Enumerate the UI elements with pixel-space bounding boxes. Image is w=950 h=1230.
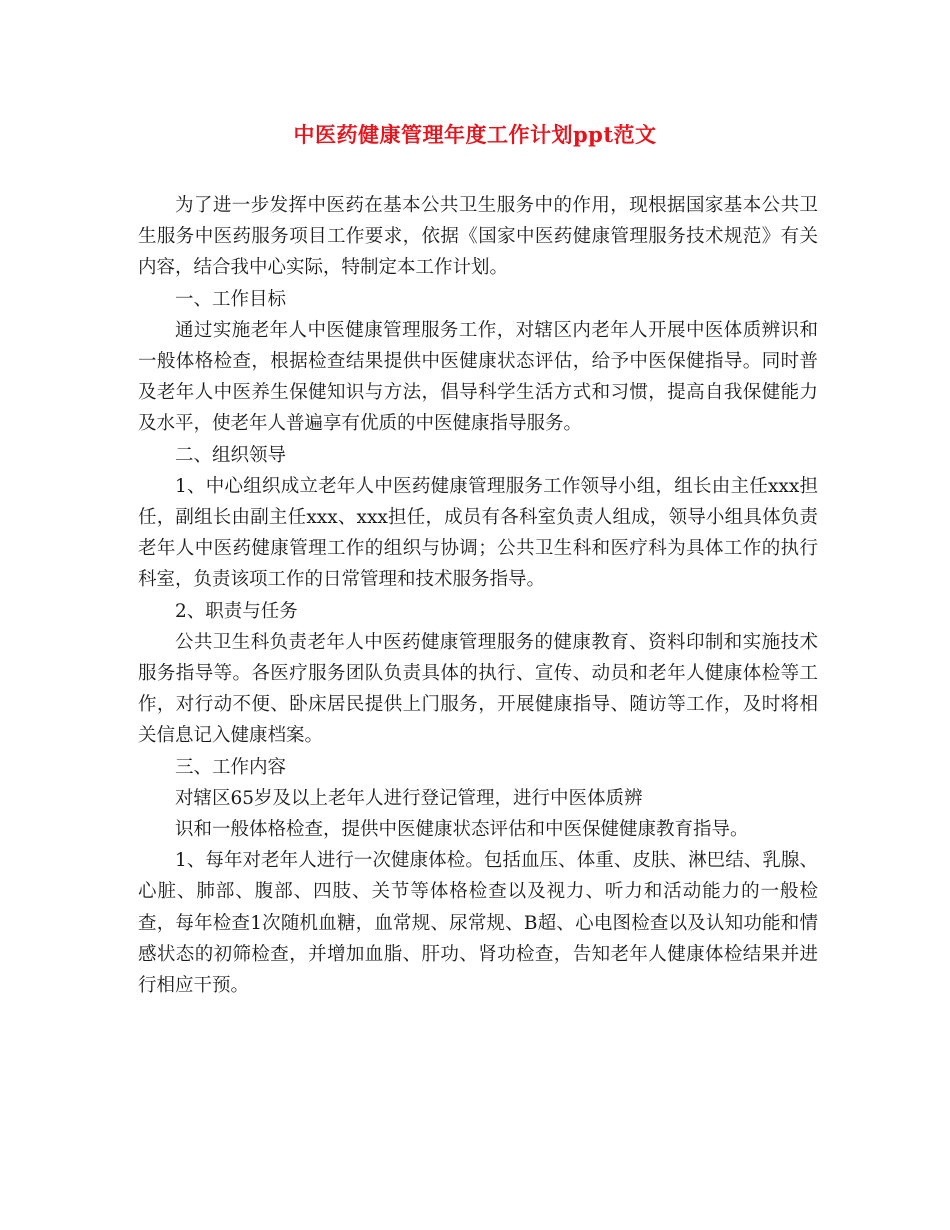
heading-leadership: 二、组织领导 <box>175 444 287 466</box>
paragraph-intro: 为了进一步发挥中医药在基本公共卫生服务中的作用，现根据国家基本公共卫生服务中医药服务项目工作要求，依据《国家中医药健康管理服务技术规范》有关内容，结合我中心实际，特制定本工作计划。 <box>138 195 818 279</box>
paragraph-leadership: 1、中心组织成立老年人中医药健康管理服务工作领导小组，组长由主任xxx担任，副组长由副主任xxx、xxx担任，成员有各科室负责人组成，领导小组具体负责老年人中医药健康管理工作的组织与协调；公共卫生科和医疗科为具体工作的执行科室，负责该项工作的日常管理和技术服务指导。 <box>138 475 818 591</box>
heading-content: 三、工作内容 <box>175 756 287 778</box>
document-body <box>138 190 818 1001</box>
paragraph-content-1: 对辖区65岁及以上老年人进行登记管理，进行中医体质辨 <box>175 787 643 809</box>
paragraph-goals: 通过实施老年人中医健康管理服务工作，对辖区内老年人开展中医体质辨识和一般体格检查，根据检查结果提供中医健康状态评估，给予中医保健指导。同时普及老年人中医养生保健知识与方法，倡导科学生活方式和习惯，提高自我保健能力及水平，使老年人普遍享有优质的中医健康指导服务。 <box>138 319 818 435</box>
paragraph-checkup: 1、每年对老年人进行一次健康体检。包括血压、体重、皮肤、淋巴结、乳腺、心脏、肺部、腹部、四肢、关节等体格检查以及视力、听力和活动能力的一般检查，每年检查1次随机血糖，血常规、尿常规、B超、心电图检查以及认知功能和情感状态的初筛检查，并增加血脂、肝功、肾功检查，告知老年人健康体检结果并进行相应干预。 <box>138 850 818 997</box>
paragraph-duties: 公共卫生科负责老年人中医药健康管理服务的健康教育、资料印制和实施技术服务指导等。各医疗服务团队负责具体的执行、宣传、动员和老年人健康体检等工作，对行动不便、卧床居民提供上门服务，开展健康指导、随访等工作，及时将相关信息记入健康档案。 <box>138 631 818 747</box>
document-title: 中医药健康管理年度工作计划ppt范文 <box>293 122 657 147</box>
heading-goals: 一、工作目标 <box>175 288 287 310</box>
heading-duties: 2、职责与任务 <box>175 600 298 622</box>
paragraph-content-2: 识和一般体格检查，提供中医健康状态评估和中医保健健康教育指导。 <box>175 819 749 841</box>
